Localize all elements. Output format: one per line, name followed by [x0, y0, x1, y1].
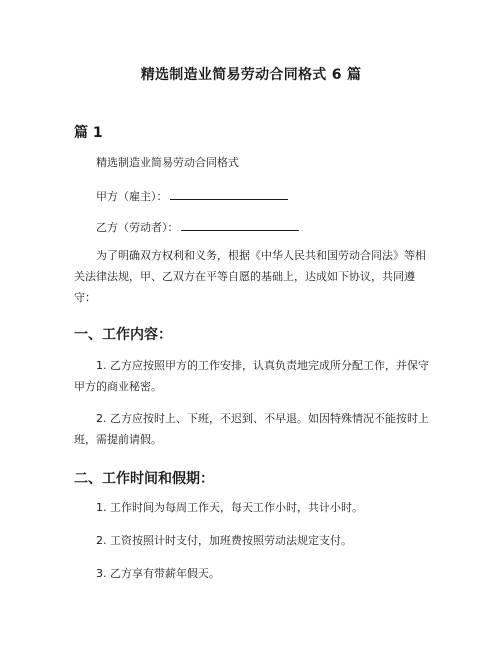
section-heading-work-content: 一、工作内容： [74, 327, 172, 343]
hours-item-3: 3. 乙方享有带薪年假天。 [96, 567, 220, 580]
intro-paragraph: 为了明确双方权利和义务，根据《中华人民共和国劳动合同法》等相关法律法规，甲、乙双方在平等自愿的基础上，达成如下协议，共同遵守： [74, 249, 426, 304]
hours-item-2: 2. 工资按照计时支付，加班费按照劳动法规定支付。 [96, 534, 352, 547]
party-b-blank [181, 219, 299, 231]
contract-subtitle: 精选制造业简易劳动合同格式 [96, 156, 239, 169]
party-b-label: 乙方（劳动者）： [96, 221, 179, 234]
party-b-line [96, 219, 299, 235]
work-content-item-1: 1. 乙方应按照甲方的工作安排，认真负责地完成所分配工作，并保守甲方的商业秘密。 [74, 359, 429, 393]
party-a-blank [170, 188, 288, 200]
document-title: 精选制造业简易劳动合同格式 6 篇 [140, 67, 362, 83]
part-label: 篇 1 [74, 125, 103, 141]
section-heading-hours-leave: 二、工作时间和假期： [74, 471, 214, 487]
party-a-label: 甲方（雇主）： [96, 190, 168, 203]
hours-item-1: 1. 工作时间为每周工作天，每天工作小时，共计小时。 [96, 501, 363, 514]
party-a-line [96, 188, 288, 204]
work-content-item-2: 2. 乙方应按时上、下班，不迟到、不早退。如因特殊情况不能按时上班，需提前请假。 [74, 412, 429, 446]
